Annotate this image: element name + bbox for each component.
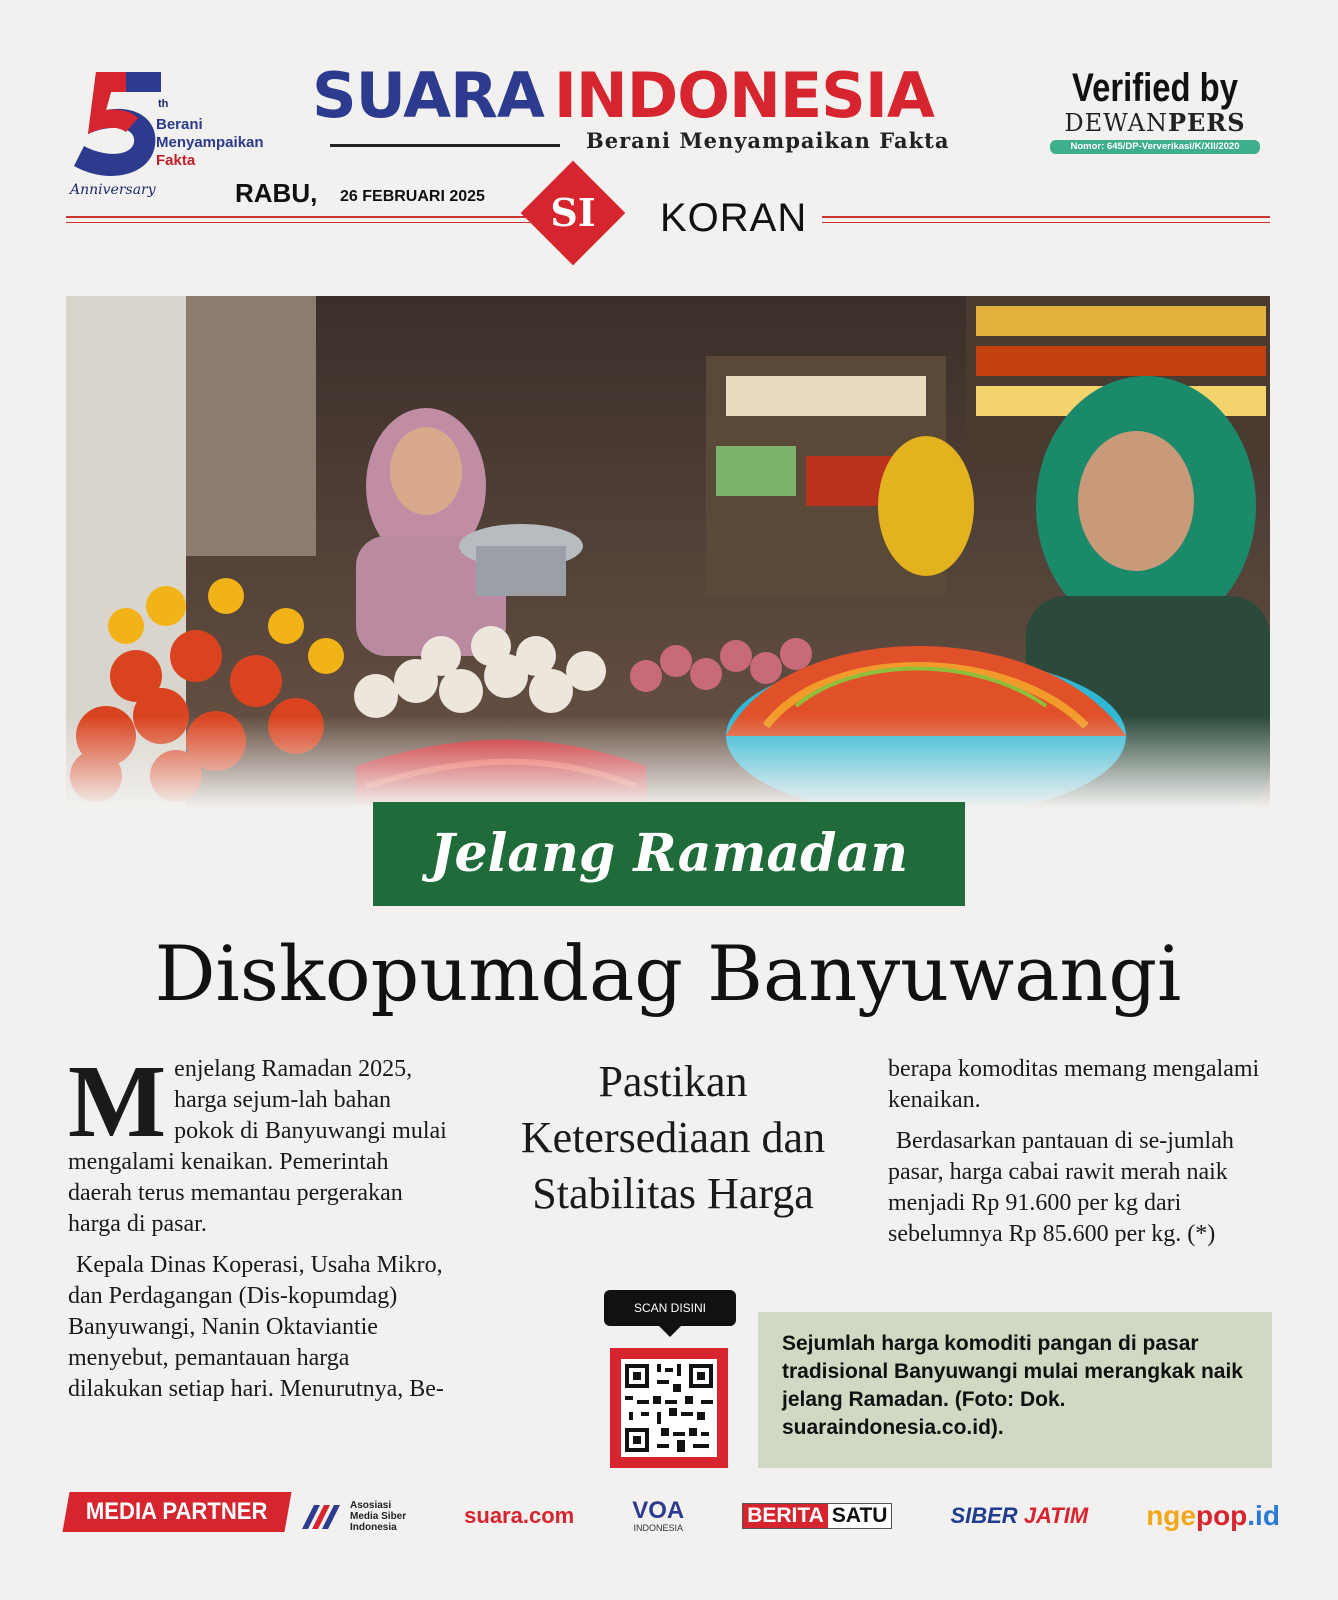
- verified-org: [1050, 110, 1260, 136]
- si-logo-text: SI: [550, 190, 596, 235]
- ngepop-part2: pop: [1195, 1500, 1248, 1531]
- media-partner-text: MEDIA PARTNER: [86, 1498, 268, 1525]
- beritasatu-part2: SATU: [828, 1504, 892, 1528]
- qr-code-icon: [621, 1359, 717, 1457]
- masthead-name-part2: INDONESIA: [553, 59, 934, 132]
- article-column-right: [888, 1054, 1278, 1260]
- qr-code[interactable]: [610, 1348, 728, 1468]
- masthead-title: [312, 56, 1032, 136]
- photo-caption: Sejumlah harga komoditi pangan di pasar tradisional Banyuwangi mulai merangkak naik jelang Ramadan. (Foto: Dok. suaraindonesia.co.id).: [758, 1312, 1272, 1468]
- ngepop-part3: .id: [1247, 1500, 1280, 1531]
- article-column-left: [68, 1044, 448, 1415]
- partner-amsi[interactable]: [300, 1500, 406, 1533]
- partner-siberjatim[interactable]: [950, 1503, 1088, 1529]
- amsi-line: Media Siber: [350, 1510, 407, 1522]
- media-partner-label: [62, 1492, 291, 1532]
- market-photo-illustration: [66, 296, 1270, 808]
- siberjatim-part1: SIBER: [950, 1503, 1018, 1528]
- verified-badge: [1050, 66, 1260, 166]
- verified-title: Verified by: [1072, 66, 1238, 110]
- verified-number: Nomor: 645/DP-Ververikasi/K/XII/2020: [1050, 140, 1260, 154]
- rubric-label: Jelang Ramadan: [373, 802, 965, 906]
- siberjatim-part2: JATIM: [1023, 1503, 1089, 1528]
- partner-logos: [300, 1492, 1280, 1540]
- date-day: RABU,: [235, 178, 318, 208]
- partner-ngepop[interactable]: [1146, 1500, 1280, 1532]
- slogan-line: Berani: [156, 116, 203, 133]
- amsi-line: Asosiasi: [350, 1499, 392, 1511]
- article-paragraph: berapa komoditas memang mengalami kenaikan.: [888, 1056, 1260, 1113]
- masthead-tagline: Berani Menyampaikan Fakta: [586, 128, 950, 153]
- dropcap: M: [68, 1044, 167, 1159]
- edition-label: KORAN: [660, 196, 808, 240]
- subheadline: Pastikan Ketersediaan dan Stabilitas Harga: [520, 1057, 826, 1218]
- date-full: 26 FEBRUARI 2025: [340, 188, 485, 205]
- market-photo: [66, 296, 1270, 808]
- article-paragraph: Kepala Dinas Koperasi, Usaha Mikro, dan Perdagangan (Dis-kopumdag) Banyuwangi, Nanin Oktaviantie menyebut, pemantauan harga dilakukan setiap hari. Menurutnya, Be-: [68, 1252, 444, 1402]
- slogan-line: Menyampaikan: [156, 134, 264, 151]
- scan-label: SCAN DISINI: [604, 1290, 736, 1326]
- verified-org-part2: PERS: [1167, 108, 1246, 137]
- article-text: enjelang Ramadan 2025, harga sejum-lah bahan pokok di Banyuwangi mulai mengalami kenaikan. Pemerintah daerah terus memantau pergerakan harga di pasar.: [68, 1056, 447, 1237]
- amsi-line: Indonesia: [350, 1521, 397, 1533]
- qr-pattern-icon: [621, 1359, 717, 1457]
- amsi-logo-icon: [300, 1501, 346, 1531]
- voa-logo-text: VOA: [632, 1497, 685, 1524]
- header-rule-right: [822, 216, 1270, 223]
- beritasatu-part1: BERITA: [743, 1504, 828, 1528]
- partner-suara[interactable]: suara.com: [464, 1503, 575, 1528]
- ngepop-part1: nge: [1146, 1500, 1196, 1531]
- masthead-name-part1: SUARA: [312, 59, 544, 132]
- anniversary-slogan: [156, 116, 264, 170]
- partner-beritasatu[interactable]: [742, 1503, 892, 1529]
- anniversary-suffix: th: [158, 98, 169, 110]
- article-paragraph: [68, 1044, 448, 1240]
- article-paragraph: Berdasarkan pantauan di se-jumlah pasar, harga cabai rawit merah naik menjadi Rp 91.600 per kg dari sebelumnya Rp 85.600 per kg. (*): [888, 1128, 1234, 1247]
- verified-org-part1: DEWAN: [1064, 109, 1168, 137]
- partner-voa[interactable]: [632, 1499, 684, 1533]
- anniversary-five-icon: [66, 62, 169, 182]
- slogan-line: Fakta: [156, 152, 196, 169]
- headline: Diskopumdag Banyuwangi: [154, 929, 1182, 1018]
- tagline-divider: [330, 144, 560, 147]
- voa-sub: INDONESIA: [633, 1523, 683, 1533]
- header-rule-left: [66, 216, 530, 223]
- anniversary-script: Anniversary: [70, 182, 156, 198]
- scan-arrow-icon: [658, 1325, 682, 1337]
